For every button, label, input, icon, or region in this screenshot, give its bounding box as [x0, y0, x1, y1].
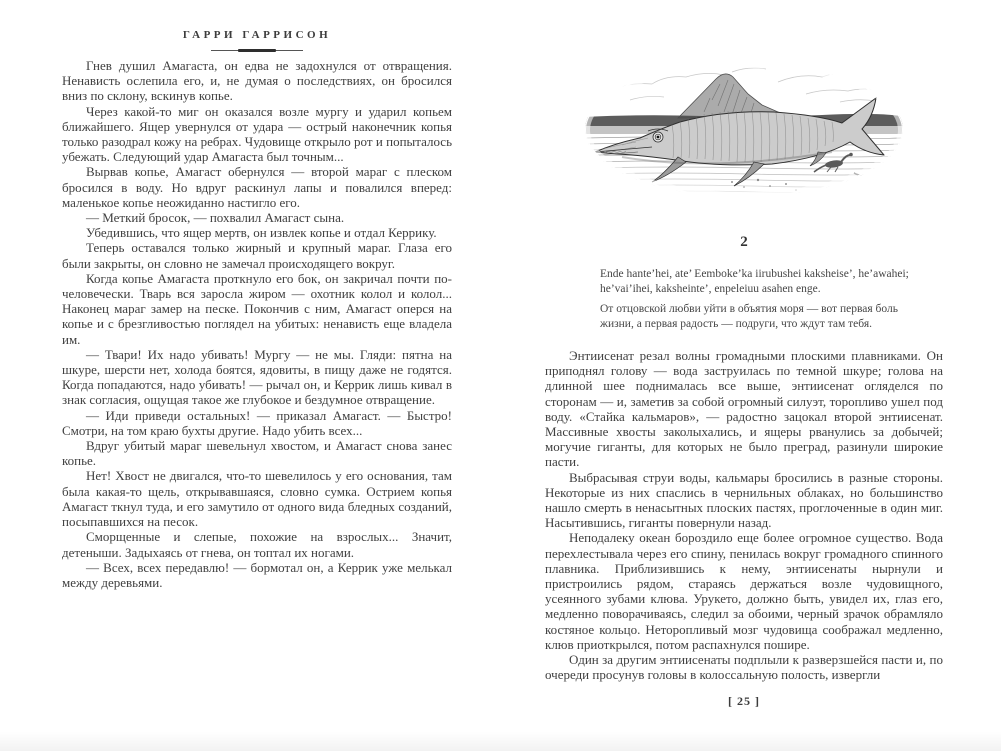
paragraph: — Меткий бросок, — похвалил Амагаст сына. [86, 210, 345, 226]
header-ornament-rule [211, 50, 303, 51]
epigraph-translation: От отцовской любви уйти в объятия моря — вот первая боль жизни, а первая радость — подруги, что ждут там тебя. [600, 303, 898, 330]
paragraph: Неподалеку океан бороздило еще более огромное существо. Вода перехлестывала через его спину, пенилась вокруг громадного спинного плавника. Приблизившись к нему, энтиисенаты нырнули и пристроились рядом, стараясь держаться возле чудовищного, усеянного зубами клюва. Урукето, должно быть, увидел их, глаз его, медленно поворачиваясь, следил за обоими, черный зрачок обрамляло костяное кольцо. Неторопливый мозг чудовища соображал медленно, клюв приоткрылся, потом распахнулся пошире. [545, 530, 943, 652]
ichthyosaur-engraving [582, 60, 906, 200]
paragraph: Через какой-то миг он оказался возле мургу и ударил копьем ближайшего. Ящер увернулся от удара — острый наконечник копья только разодрал кожу на ребрах. Чудовище открыло рот и попыталось убежать. Следующий удар Амагаста был точным... [62, 103, 452, 165]
paragraph: Выбрасывая струи воды, кальмары бросились в разные стороны. Некоторые из них спаслись в чернильных облаках, но большинство нашло смерть в ненасытных плоских пастях, проглоченные в один миг. Насытившись, гиганты повернули назад. [545, 469, 943, 531]
paragraph: — Всех, всех передавлю! — бормотал он, а Керрик уже мелькал между деревьями. [62, 559, 452, 590]
paragraph: — Иди приведи остальных! — приказал Амагаст. — Быстро! Смотри, на том краю бухты другие. Надо убить всех... [62, 407, 452, 438]
chapter-illustration [582, 60, 906, 200]
paragraph: Один за другим энтиисенаты подплыли к разверзшейся пасти и, по очереди просунув головы в колоссальную полость, извергли [545, 652, 943, 683]
page-number: [ 25 ] [728, 694, 760, 708]
paragraph: Нет! Хвост не двигался, что-то шевелилось у его основания, там была какая-то щель, открывавшаяся, словно сумка. Острием копья Амагаст ткнул туда, и его замутило от одного вида бледных созданий, посыпавшихся на песок. [62, 468, 452, 530]
left-page-text [62, 58, 452, 590]
right-page-text [545, 348, 943, 682]
chapter-number: 2 [740, 234, 748, 250]
page-left [62, 0, 452, 751]
paragraph: Гнев душил Амагаста, он едва не задохнулся от отвращения. Ненависть ослепила его, и, не думая о последствиях, он бросился вниз по склону, вскинув копье. [62, 58, 452, 104]
epigraph [600, 267, 925, 332]
epigraph-original: Ende hante’hei, ate’ Eemboke’ka iirubushei kaksheise’, he’awahei; he’vai’ihei, kaksheinte’, enpeleiuu asahen enge. [600, 268, 909, 295]
page-right [545, 0, 943, 751]
paragraph: — Твари! Их надо убивать! Мургу — не мы. Гляди: пятна на шкуре, шерсти нет, холода боятся, ядовиты, в пищу даже не годятся. Когда попадаются, надо убивать! — рычал он, и Керрик лишь кивал в знак согласия, ощущая такое же глубокое и бездумное отвращение. [62, 346, 452, 408]
header-ornament-thick-bar [238, 49, 276, 52]
paragraph: Вырвав копье, Амагаст обернулся — второй мараг с плеском бросился в воду. Но вдруг раскинул лапы и повалился вперед: маленькое копье неожиданно настигло его. [62, 164, 452, 210]
paragraph: Теперь оставался только жирный и крупный мараг. Глаза его были закрыты, он словно не замечал происходящего вокруг. [62, 240, 452, 271]
paragraph: Вдруг убитый мараг шевельнул хвостом, и Амагаст снова занес копье. [62, 438, 452, 469]
paragraph: Сморщенные и слепые, похожие на взрослых... Значит, детеныши. Задыхаясь от гнева, он топтал их ногами. [62, 529, 452, 560]
paragraph: Когда копье Амагаста проткнуло его бок, он закричал почти по-человечески. Тварь вся заросла жиром — охотник колол и колол... Наконец мараг замер на песке. Покончив с ним, Амагаст оперся на копье и с брезгливостью поглядел на убитых: ненависть еще владела им. [62, 270, 452, 347]
running-head: ГАРРИ ГАРРИСОН [182, 29, 332, 41]
paragraph: Энтиисенат резал волны громадными плоскими плавниками. Он приподнял голову — вода заструилась по темной шкуре; голова на длинной шее поднималась все выше, энтиисенат огляделся по сторонам — и, заметив за собой огромный силуэт, торопливо ушел под воду. «Стайка кальмаров», — радостно зацокал второй энтиисенат. Массивные хвосты заколыхались, и ящеры рванулись за добычей; могучие гиганты, для которых не было преград, разинули широкие пасти. [545, 348, 943, 470]
paragraph: Убедившись, что ящер мертв, он извлек копье и отдал Керрику. [86, 225, 437, 241]
